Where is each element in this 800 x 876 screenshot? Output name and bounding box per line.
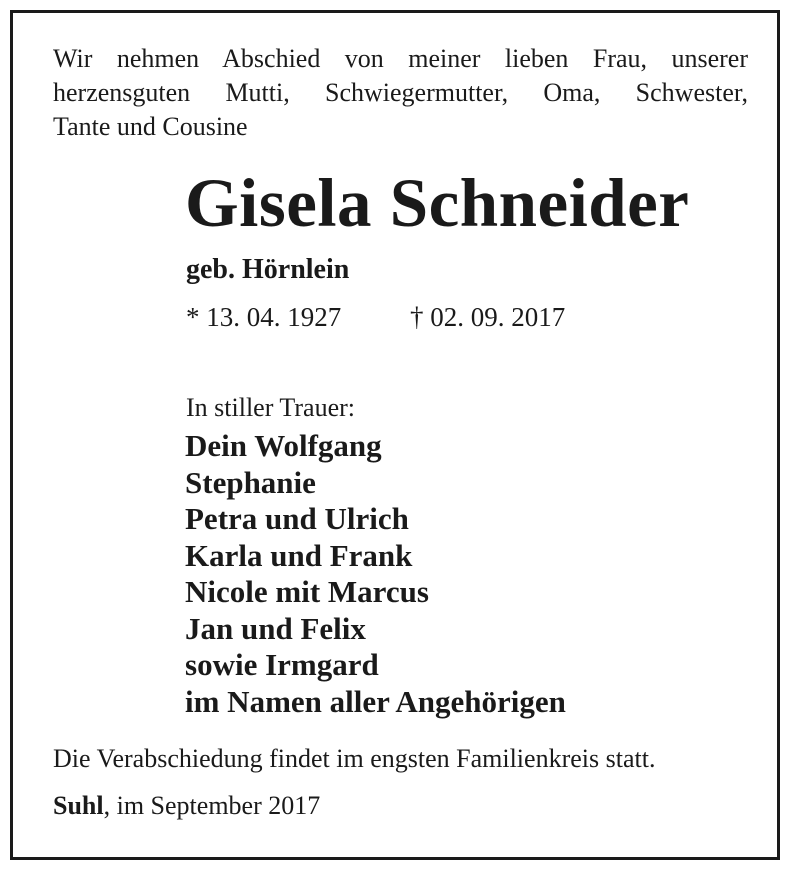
mourner-name: sowie Irmgard [185,647,379,682]
mourner-name: Jan und Felix [185,610,366,646]
farewell-note: Die Verabschiedung findet im engsten Familienkreis statt. [53,744,656,773]
mourner-name: Stephanie [185,464,316,500]
intro-line: Tante und Cousine [53,112,248,141]
death-date: † 02. 09. 2017 [410,302,566,332]
deceased-name: Gisela Schneider [185,165,690,241]
mourner-name: Nicole mit Marcus [185,574,429,609]
mourner-name: Dein Wolfgang [185,428,382,463]
intro-text [53,42,748,144]
birth-date: * 13. 04. 1927 [186,302,342,332]
intro-line: Wir nehmen Abschied von meiner lieben Frau, unserer [53,44,748,73]
mourner-list [185,428,566,720]
mourning-label: In stiller Trauer: [186,393,355,422]
maiden-name: geb. Hörnlein [186,254,350,285]
intro-line: herzensguten Mutti, Schwiegermutter, Oma, Schwester, [53,78,748,107]
closing-date: , im September 2017 [103,791,321,820]
mourner-name: Petra und Ulrich [185,501,409,536]
mourner-name: Karla und Frank [185,537,413,573]
mourner-name: im Namen aller Angehörigen [185,683,566,719]
place-and-date [53,788,320,824]
town-name: Suhl [53,791,104,820]
